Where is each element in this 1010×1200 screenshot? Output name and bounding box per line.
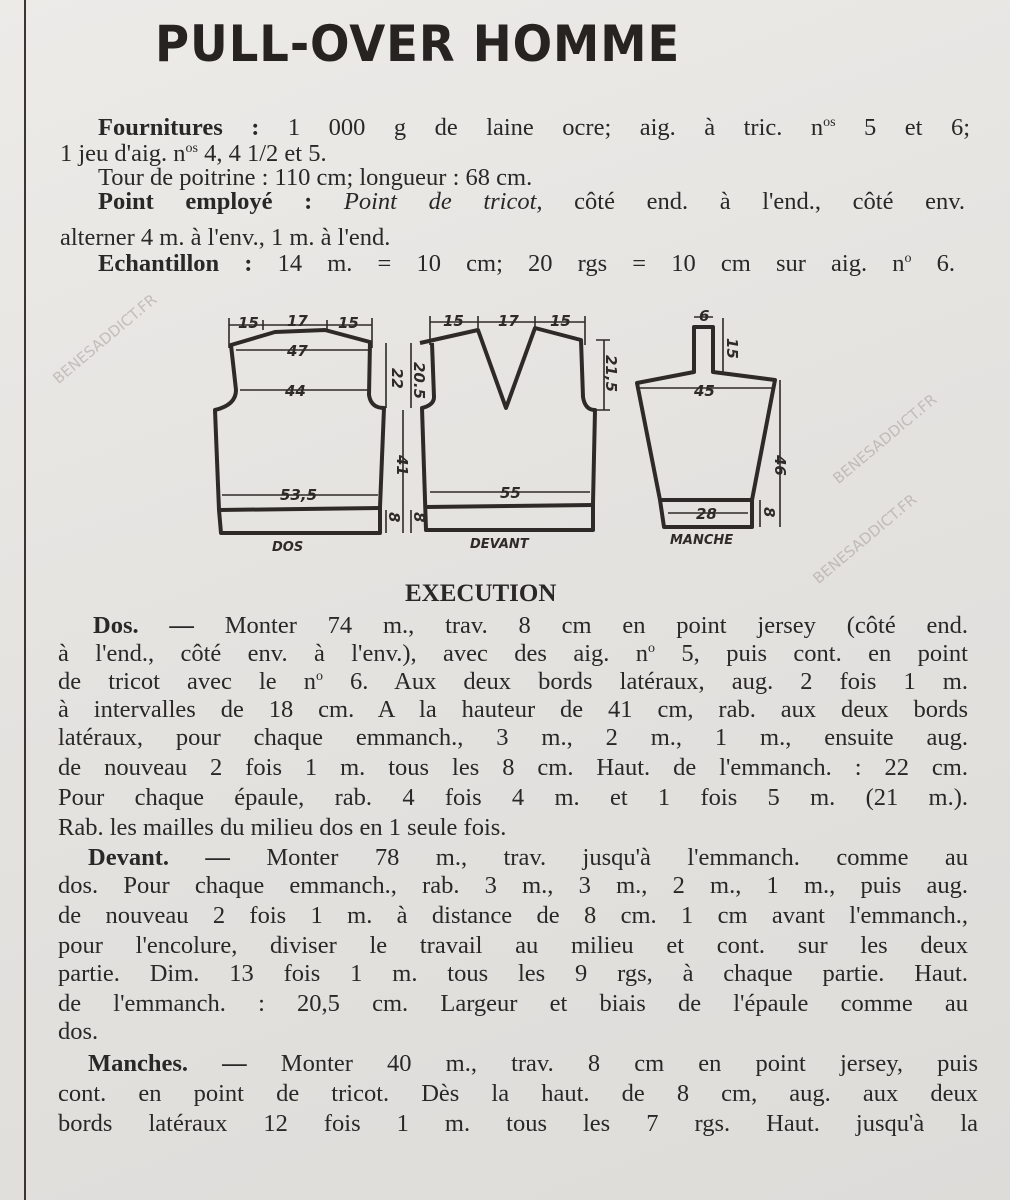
page-title: PULL-OVER HOMME — [155, 15, 681, 73]
devant-shoulder2-label: 15 — [550, 312, 571, 330]
watermark: BENESADDICT.FR — [829, 390, 941, 488]
dos-width-label: 53,5 — [280, 486, 318, 504]
text-line — [88, 1050, 978, 1078]
text-segment: de tricot avec le n — [58, 668, 316, 695]
text-segment: os — [823, 116, 836, 130]
text-line — [58, 1110, 978, 1138]
section-lead: Devant. — — [88, 844, 230, 871]
text-segment: 4, 4 1/2 et 5. — [197, 140, 327, 167]
dos-rib-line — [219, 508, 380, 510]
manche-piece-label: MANCHE — [670, 533, 734, 548]
text-segment: dos. Pour chaque emmanch., rab. 3 m., 3 m., 2 m., 1 m., puis aug. — [58, 872, 968, 899]
text-segment: de nouveau 2 fois 1 m. tous les 8 cm. Haut. de l'emmanch. : 22 cm. — [58, 754, 968, 781]
execution-heading: EXECUTION — [405, 580, 557, 607]
section-lead: Manches. — — [88, 1050, 247, 1077]
text-segment: 6. Aux deux bords latéraux, aug. 2 fois 1 m. — [322, 668, 968, 695]
text-segment: de nouveau 2 fois 1 m. à distance de 8 cm. 1 cm avant l'emmanch., — [58, 902, 968, 929]
text-segment: Monter 74 m., trav. 8 cm en point jersey (côté end. — [193, 612, 968, 639]
dos-shoulder-label: 15 — [238, 314, 259, 332]
text-segment: Rab. les mailles du milieu dos en 1 seule fois. — [58, 814, 507, 841]
text-line — [58, 990, 968, 1018]
text-segment: o — [315, 668, 323, 684]
side-length-label: 41 — [393, 455, 411, 476]
dos-armhole-label: 22 — [388, 368, 406, 389]
text-segment: à intervalles de 18 cm. A la hauteur de 41 cm, rab. aux deux bords — [58, 696, 968, 723]
text-line — [58, 696, 968, 724]
manche-cap-top-label: 6 — [699, 307, 710, 325]
manche-rib-label: 8 — [760, 507, 778, 518]
text-segment: Monter 78 m., trav. jusqu'à l'emmanch. comme au — [229, 844, 968, 871]
text-line — [58, 1018, 98, 1046]
text-segment: o — [648, 640, 656, 656]
text-segment: latéraux, pour chaque emmanch., 3 m., 2 m., 1 m., ensuite aug. — [58, 724, 968, 751]
text-segment: 1 000 g de laine ocre; aig. à tric. n — [259, 116, 824, 140]
text-line — [58, 640, 968, 668]
text-line — [58, 724, 968, 752]
dos-shoulder2-label: 15 — [338, 314, 359, 332]
text-segment: dos. — [58, 1018, 99, 1045]
text-line — [58, 872, 968, 900]
section-lead: Fournitures : — [98, 116, 260, 140]
manche-cap-height-label: 15 — [723, 338, 741, 359]
devant-armhole-left-label: 20.5 — [410, 362, 428, 400]
devant-shoulder-label: 15 — [443, 312, 464, 330]
text-segment: à l'end., côté env. à l'env.), avec des aig. n — [58, 640, 649, 667]
devant-piece-label: DEVANT — [470, 537, 529, 552]
text-segment: 1 jeu d'aig. n — [60, 140, 186, 167]
text-line — [58, 814, 506, 842]
text-line — [58, 784, 968, 812]
text-segment: de l'emmanch. : 20,5 cm. Largeur et biais de l'épaule comme au — [58, 990, 968, 1017]
manche-outline — [637, 327, 775, 527]
devant-rib-line — [426, 505, 593, 507]
text-segment: o — [904, 252, 912, 266]
section-lead: Point employé : — [98, 190, 313, 214]
watermark: BENESADDICT.FR — [809, 490, 921, 588]
text-segment: pour l'encolure, diviser le travail au milieu et cont. sur les deux — [58, 932, 968, 959]
dos-chest-label: 44 — [285, 382, 306, 400]
text-segment: Point de tricot, — [312, 190, 543, 214]
watermark: BENESADDICT.FR — [49, 290, 161, 388]
text-segment: côté end. à l'end., côté env. — [542, 190, 965, 214]
text-segment: Tour de poitrine : 110 cm; longueur : 68 cm. — [98, 164, 533, 191]
text-line — [93, 612, 968, 640]
text-line — [58, 902, 968, 930]
text-segment: alterner 4 m. à l'env., 1 m. à l'end. — [60, 224, 391, 251]
manche-cuff-label: 28 — [696, 505, 717, 523]
text-segment: Pour chaque épaule, rab. 4 fois 4 m. et 1 fois 5 m. (21 m.). — [58, 784, 968, 811]
dos-piece-label: DOS — [272, 540, 304, 555]
text-line — [88, 844, 968, 872]
section-lead: Dos. — — [93, 612, 194, 639]
text-line — [58, 1080, 978, 1108]
text-line — [58, 754, 968, 782]
text-segment: 5, puis cont. en point — [655, 640, 968, 667]
dos-rib-label: 8 — [385, 512, 403, 523]
text-line — [58, 960, 968, 988]
devant-neck-label: 17 — [498, 312, 519, 330]
devant-width-label: 55 — [500, 484, 521, 502]
devant-rib-label: 8 — [410, 512, 428, 523]
text-segment: Monter 40 m., trav. 8 cm en point jersey, puis — [246, 1050, 978, 1077]
text-segment: bords latéraux 12 fois 1 m. tous les 7 rgs. Haut. jusqu'à la — [58, 1110, 978, 1137]
text-line — [58, 668, 968, 696]
text-segment: partie. Dim. 13 fois 1 m. tous les 9 rgs, à chaque partie. Haut. — [58, 960, 968, 987]
text-segment: 14 m. = 10 cm; 20 rgs = 10 cm sur aig. n — [252, 252, 905, 276]
text-line — [58, 932, 968, 960]
text-segment: 6. — [911, 252, 955, 276]
dos-top-width-label: 47 — [287, 342, 308, 360]
devant-armhole-label: 21,5 — [602, 355, 620, 393]
dos-neck-label: 17 — [287, 312, 308, 330]
text-segment: cont. en point de tricot. Dès la haut. de 8 cm, aug. aux deux — [58, 1080, 978, 1107]
text-segment: 5 et 6; — [835, 116, 970, 140]
text-segment: os — [185, 140, 198, 156]
manche-width-label: 45 — [694, 382, 715, 400]
section-lead: Echantillon : — [98, 252, 253, 276]
manche-length-label: 46 — [771, 455, 789, 476]
